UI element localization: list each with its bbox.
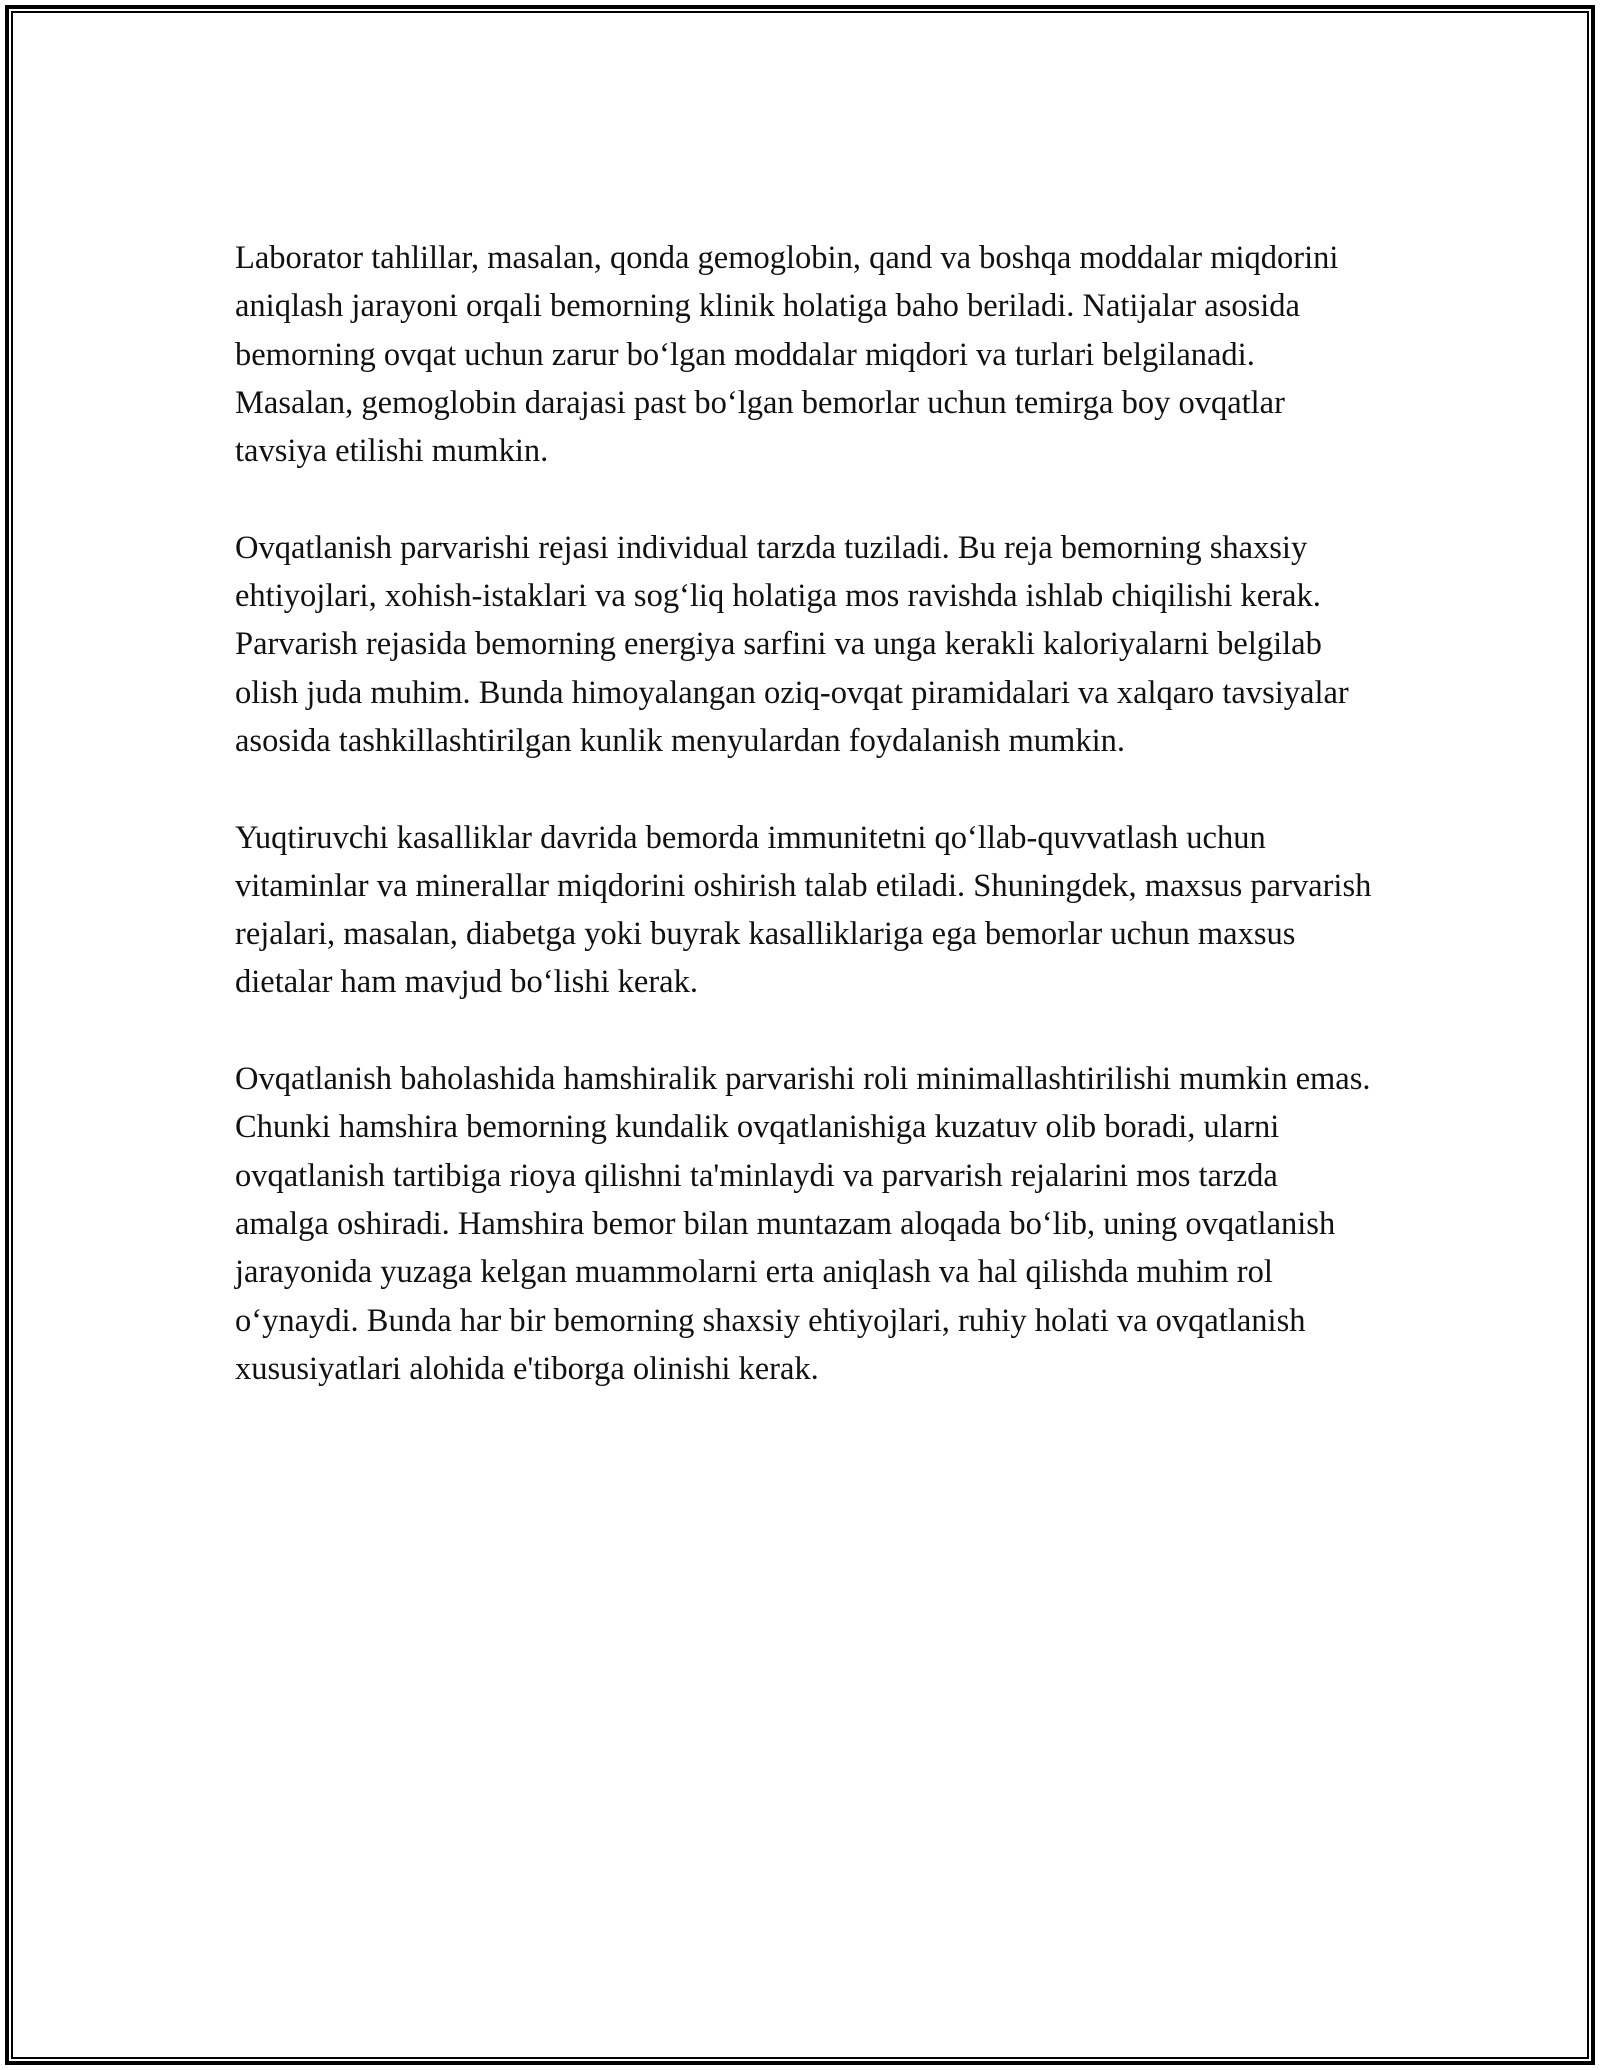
paragraph-infectious-diseases: Yuqtiruvchi kasalliklar davrida bemorda immunitetni qo‘llab-quvvatlash uchun vitaminlar va minerallar miqdorini oshirish talab etiladi. Shuningdek, maxsus parvarish rejalari, masalan, diabetga yoki buyrak kasalliklariga ega bemorlar uchun maxsus dietalar ham mavjud bo‘lishi kerak.	[235, 819, 1372, 1001]
paragraph-nursing-role: Ovqatlanish baholashida hamshiralik parvarishi roli minimallashtirilishi mumkin emas. Chunki hamshira bemorning kundalik ovqatlanishiga kuzatuv olib boradi, ularni ovqatlanish tartibiga rioya qilishni ta'minlaydi va parvarish rejalarini mos tarzda amalga oshiradi. Hamshira bemor bilan muntazam aloqada bo‘lib, uning ovqatlanish jarayonida yuzaga kelgan muammolarni erta aniqlash va hal qilishda muhim rol o‘ynaydi. Bunda har bir bemorning shaxsiy ehtiyojlari, ruhiy holati va ovqatlanish xususiyatlari alohida e'tiborga olinishi kerak.	[235, 1061, 1371, 1387]
document-body	[235, 234, 1375, 1441]
paragraph-laboratory-analysis: Laborator tahlillar, masalan, qonda gemoglobin, qand va boshqa moddalar miqdorini aniqlash jarayoni orqali bemorning klinik holatiga baho beriladi. Natijalar asosida bemorning ovqat uchun zarur bo‘lgan moddalar miqdori va turlari belgilanadi. Masalan, gemoglobin darajasi past bo‘lgan bemorlar uchun temirga boy ovqatlar tavsiya etilishi mumkin.	[235, 240, 1339, 470]
paragraph-care-plan: Ovqatlanish parvarishi rejasi individual tarzda tuziladi. Bu reja bemorning shaxsiy ehtiyojlari, xohish-istaklari va sog‘liq holatiga mos ravishda ishlab chiqilishi kerak. Parvarish rejasida bemorning energiya sarfini va unga kerakli kaloriyalarni belgilab olish juda muhim. Bunda himoyalangan oziq-ovqat piramidalari va xalqaro tavsiyalar asosida tashkillashtirilgan kunlik menyulardan foydalanish mumkin.	[235, 529, 1349, 759]
